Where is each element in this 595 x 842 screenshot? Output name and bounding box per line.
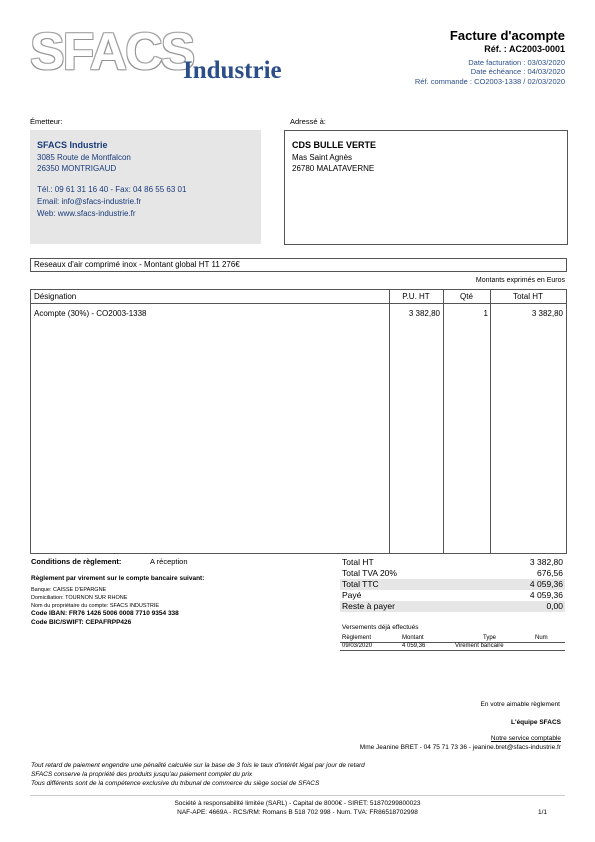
bank-domiciliation: Domiciliation: TOURNON SUR RHONE: [31, 595, 128, 601]
footer-line-1: Société à responsabilité limitée (SARL) - Capital de 8000€ - SIRET: 51870299800023: [174, 800, 421, 807]
header-unit-price: P.U. HT: [402, 292, 430, 301]
document-title: Facture d'acompte: [449, 28, 565, 43]
invoice-date: Date facturation : 03/03/2020: [468, 58, 565, 67]
invoice-lines-table: [30, 289, 567, 554]
emitter-name: SFACS Industrie: [37, 140, 108, 150]
header-quantity: Qté: [460, 292, 473, 301]
invoice-subject: Reseaux d'air comprimé inox - Montant global HT 11 276€: [30, 258, 567, 272]
header-designation: Désignation: [34, 292, 77, 301]
row-total: 3 382,80: [531, 309, 563, 318]
row-designation: Acompte (30%) - CO2003-1338: [34, 309, 147, 318]
currency-note: Montants exprimés en Euros: [475, 277, 565, 284]
emitter-email[interactable]: Email: info@sfacs-industrie.fr: [37, 197, 142, 206]
recipient-address-1: Mas Saint Agnès: [292, 153, 353, 162]
legal-line-3: Tous différents sont de la compétence exclusive du tribunal de commerce du siège social de SFACS: [31, 780, 320, 787]
payment-terms-value: A réception: [150, 557, 188, 566]
due-date: Date échéance : 04/03/2020: [470, 67, 565, 76]
footer-line-2: NAF-APE: 4669A - RCS/RM: Romans B 518 702 998 - Num. TVA: FR86518702998: [177, 809, 418, 816]
closing-team: L'équipe SFACS: [511, 719, 561, 726]
remaining-row: Reste à payer 0,00: [342, 601, 563, 611]
emitter-website[interactable]: Web: www.sfacs-industrie.fr: [37, 209, 136, 218]
invoice-reference: Réf. : AC2003-0001: [484, 44, 565, 54]
emitter-address-2: 26350 MONTRIGAUD: [37, 164, 117, 173]
row-quantity: 1: [483, 309, 488, 318]
total-ht-row: Total HT 3 382,80: [342, 557, 563, 567]
payments-title: Versements déjà effectués: [342, 624, 419, 631]
iban: Code IBAN: FR76 1426 5006 0008 7710 9354 338: [31, 610, 179, 617]
paid-row: Payé 4 059,36: [342, 590, 563, 600]
account-owner: Nom du propriétaire du compte: SFACS INDUSTRIE: [31, 603, 160, 609]
bic: Code BIC/SWIFT: CEPAFRPP426: [31, 619, 132, 626]
total-ttc-row: Total TTC 4 059,36: [342, 579, 563, 589]
row-unit-price: 3 382,80: [408, 309, 440, 318]
payments-table: Règlement Montant Type Num 09/03/2020 4 059,36 Virement bancaire: [340, 635, 565, 651]
total-tva-row: Total TVA 20% 676,56: [342, 568, 563, 578]
page-number: 1/1: [537, 809, 547, 816]
accounting-contact: Mme Jeanine BRET - 04 75 71 73 36 - jeanine.bret@sfacs-industrie.fr: [359, 744, 561, 751]
company-logo-subtitle: Industrie: [183, 57, 282, 84]
order-reference: Réf. commande : CO2003-1338 / 02/03/2020: [414, 77, 565, 86]
recipient-label: Adressé à:: [290, 117, 326, 126]
legal-line-2: SFACS conserve la propriété des produits jusqu'au paiement complet du prix: [31, 771, 253, 778]
emitter-label: Émetteur:: [30, 117, 63, 126]
payment-terms-label: Conditions de règlement:: [31, 557, 122, 566]
recipient-name: CDS BULLE VERTE: [292, 140, 377, 150]
closing-greeting: En votre aimable règlement: [480, 701, 560, 708]
recipient-address-2: 26780 MALATAVERNE: [292, 164, 375, 173]
company-logo: SFACS: [30, 23, 194, 81]
legal-line-1: Tout retard de paiement engendre une pénalité calculée sur la base de 3 fois le taux d'intérêt légal par jour de retard: [31, 762, 365, 769]
footer-divider: [30, 795, 565, 796]
bank-name: Banque: CAISSE D'EPARGNE: [31, 587, 107, 593]
bank-transfer-title: Règlement par virement sur le compte bancaire suivant:: [31, 575, 205, 582]
emitter-address-1: 3085 Route de Montfalcon: [37, 153, 131, 162]
emitter-phone: Tél.: 09 61 31 16 40 - Fax: 04 86 55 63 01: [37, 185, 187, 194]
accounting-service: Notre service comptable: [490, 735, 561, 742]
header-total: Total HT: [513, 292, 543, 301]
